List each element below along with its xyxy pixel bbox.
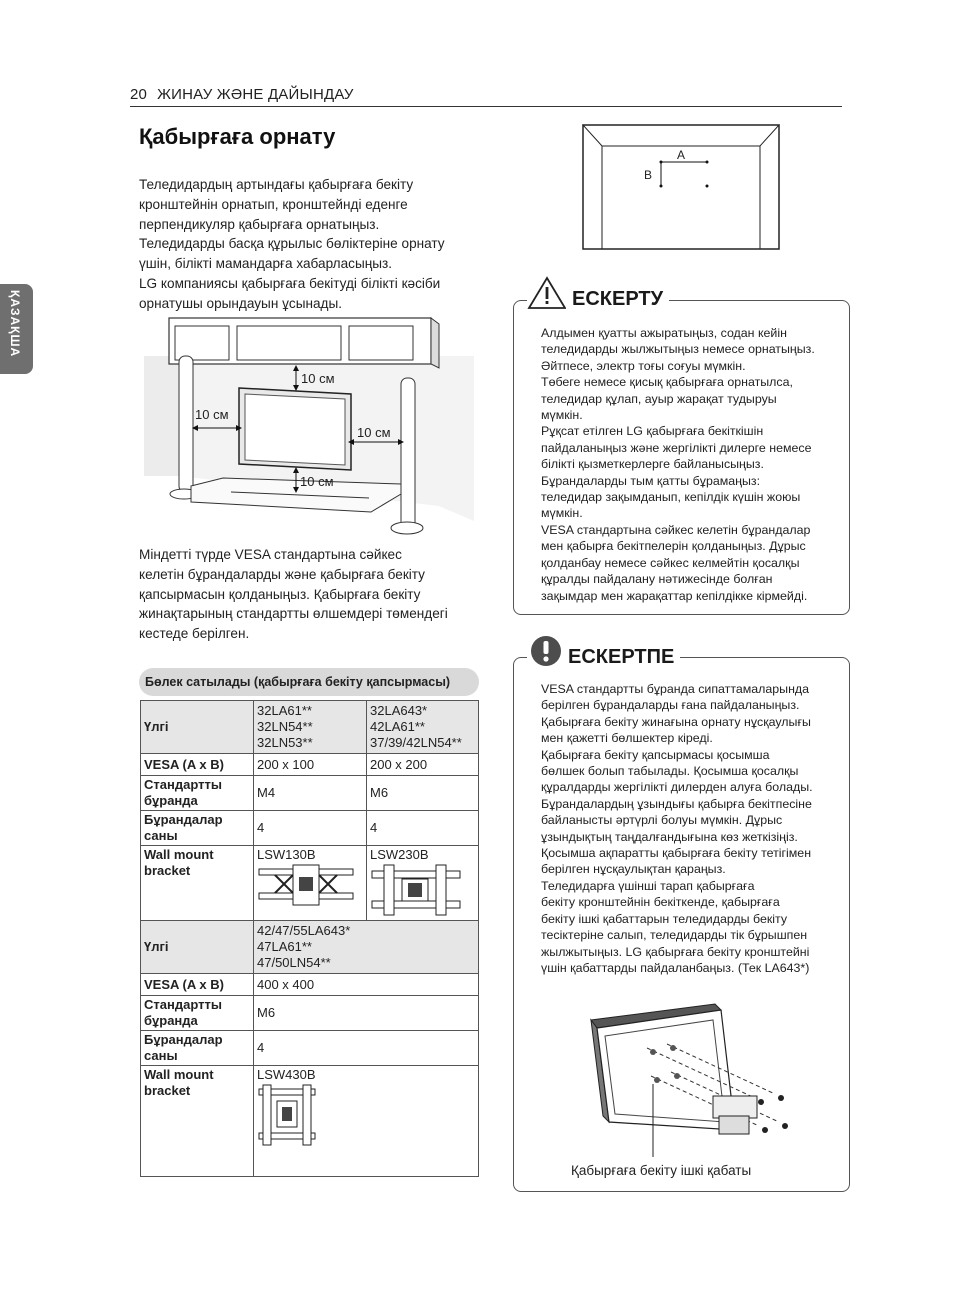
model-label: Үлгі bbox=[141, 921, 254, 974]
model-value: 47/50LN54** bbox=[257, 955, 331, 970]
text-line: мүмкін. bbox=[541, 506, 583, 521]
model-value: 37/39/42LN54** bbox=[370, 735, 462, 750]
note-exclamation-icon bbox=[527, 634, 565, 670]
label-line: Бұрандалар bbox=[144, 812, 223, 827]
right-clearance-label: 10 см bbox=[357, 425, 391, 440]
label-line: Стандартты bbox=[144, 997, 222, 1012]
dimension-a-label: A bbox=[677, 148, 686, 162]
table-row bbox=[141, 701, 479, 754]
text-line: бекіту ішкі қабаттарын теледидарды бекіту bbox=[541, 911, 788, 926]
text-line: берілген бұрандаларды ғана пайдаланыңыз. bbox=[541, 698, 800, 713]
model-cell bbox=[254, 921, 479, 974]
vesa-hole-diagram bbox=[582, 124, 780, 250]
text-line: берілген нұсқаулықтан қараңыз. bbox=[541, 862, 726, 877]
text-line: теледидарды жылжытыңыз немесе орнатыңыз. bbox=[541, 342, 815, 357]
spacer bbox=[670, 1045, 676, 1051]
bracket-model: LSW430B bbox=[257, 1067, 316, 1082]
text-line: Бұрандалардың ұзындығы қабырға бекітпесіне bbox=[541, 796, 812, 811]
label-line: Wall mount bbox=[144, 847, 214, 862]
bracket-label bbox=[141, 1066, 254, 1177]
text-line: жинақтарының стандартты өлшемдері төмендегі bbox=[139, 606, 448, 622]
text-line: Қабырғаға бекіту жинағына орнату нұсқаулығы bbox=[541, 714, 811, 729]
page-header bbox=[130, 86, 354, 103]
text-line: білікті қызметкерлерге байланысыңыз. bbox=[541, 457, 764, 472]
tv-screen bbox=[245, 394, 345, 465]
table-row bbox=[141, 921, 479, 974]
label-line: бұранда bbox=[144, 1013, 198, 1028]
text-line: қолданбау немесе сәйкес келмейтін қосалқы bbox=[541, 555, 800, 570]
lsw430b-bracket-image bbox=[257, 1083, 317, 1147]
screw-value: M4 bbox=[254, 776, 367, 811]
text-line: пайдаланыңыз және жергілікті дилерге немесе bbox=[541, 440, 812, 455]
table-row bbox=[141, 754, 479, 776]
label-line: bracket bbox=[144, 863, 191, 878]
text-line: тесіктеріне салып, теледидарды тік бұрышпен bbox=[541, 928, 808, 943]
label-line: Стандартты bbox=[144, 777, 222, 792]
text-line: Алдымен қуатты ажыратыңыз, содан кейін bbox=[541, 326, 787, 340]
spacer bbox=[674, 1073, 680, 1079]
text-line: құралды пайдалану нәтижесінде болған bbox=[541, 572, 773, 587]
wall-cabinet bbox=[169, 318, 431, 364]
table-caption: Бөлек сатылады (қабырғаға бекіту қапсырмасы) bbox=[139, 668, 479, 696]
spacer bbox=[654, 1077, 660, 1083]
text-line: Төбеге немесе қисық қабырғаға орнатылса, bbox=[541, 375, 793, 390]
left-clearance-label: 10 см bbox=[195, 407, 229, 422]
text-line: мен қабырға бекітпелерін қолданыңыз. Дұрыс bbox=[541, 539, 806, 554]
bottom-clearance-label: 10 см bbox=[300, 474, 334, 489]
text-line: мен қажетті бөлшектер кіреді. bbox=[541, 731, 713, 746]
page-title: Қабырғаға орнату bbox=[139, 124, 336, 149]
label-line: саны bbox=[144, 828, 178, 843]
tv-clearance-illustration bbox=[139, 316, 479, 544]
model-cell bbox=[367, 701, 479, 754]
spacer-install-illustration bbox=[585, 1002, 805, 1162]
bracket-model: LSW130B bbox=[257, 847, 316, 862]
vesa-value: 400 x 400 bbox=[254, 974, 479, 996]
note-heading: ЕСКЕРТПЕ bbox=[562, 646, 680, 669]
screw-count-value: 4 bbox=[254, 811, 367, 846]
vesa-label: VESA (A x B) bbox=[141, 974, 254, 996]
screw-count-value: 4 bbox=[254, 1031, 479, 1066]
text-line: үшін қабаттарды пайдаланбаңыз. (Тек LA643*) bbox=[541, 960, 810, 975]
text-line: Теледидарды басқа құрылыс бөліктеріне орнату bbox=[139, 236, 445, 252]
text-line: зақымдар мен жарақаттар кепілдікке кірмейді. bbox=[541, 588, 808, 603]
screw bbox=[762, 1127, 768, 1133]
lsw130b-bracket-image bbox=[257, 863, 355, 907]
vesa-value: 200 x 100 bbox=[254, 754, 367, 776]
wall-shade bbox=[144, 356, 179, 476]
text-line: Теледидарға үшінші тарап қабырғаға bbox=[541, 878, 755, 893]
page-number: 20 bbox=[130, 86, 148, 103]
model-cell bbox=[254, 701, 367, 754]
text-line: жылжытыңыз. LG қабырғаға бекіту кронштейні bbox=[541, 944, 810, 959]
bracket-cell bbox=[367, 846, 479, 923]
model-value: 42LA61** bbox=[370, 719, 425, 734]
text-line: Міндетті түрде VESA стандартына сәйкес bbox=[139, 547, 402, 562]
speaker-base bbox=[391, 522, 423, 534]
text-line: Бұрандаларды тым қатты бұрамаңыз: bbox=[541, 473, 761, 488]
cabinet-side bbox=[431, 318, 439, 368]
text-line: VESA стандартты бұранда сипаттамаларында bbox=[541, 682, 810, 696]
wall-bracket bbox=[713, 1096, 757, 1118]
model-label: Үлгі bbox=[141, 701, 254, 754]
label-line: Бұрандалар bbox=[144, 1032, 223, 1047]
mount-hole bbox=[706, 185, 709, 188]
table-row bbox=[141, 811, 479, 846]
screw-count-label bbox=[141, 811, 254, 846]
spacer bbox=[650, 1049, 656, 1055]
vesa-value: 200 x 200 bbox=[367, 754, 479, 776]
top-clearance-label: 10 см bbox=[301, 371, 335, 386]
table-row bbox=[141, 1031, 479, 1066]
bracket-spec-table-1 bbox=[140, 700, 479, 923]
table-row bbox=[141, 996, 479, 1031]
wall-bracket bbox=[719, 1116, 749, 1134]
vesa-label: VESA (A x B) bbox=[141, 754, 254, 776]
section-title: ЖИНАУ ЖӘНЕ ДАЙЫНДАУ bbox=[157, 86, 354, 103]
text-line: LG компаниясы қабырғаға бекітуді білікті кәсіби bbox=[139, 275, 441, 291]
model-value: 32LN54** bbox=[257, 719, 313, 734]
intro-paragraph bbox=[139, 175, 489, 314]
text-line: қапсырмасын қолданыңыз. Қабырғаға бекіту bbox=[139, 586, 421, 602]
label-line: Wall mount bbox=[144, 1067, 214, 1082]
table-row bbox=[141, 1066, 479, 1177]
right-speaker bbox=[401, 378, 415, 528]
bracket-cell bbox=[254, 1066, 479, 1177]
warning-text bbox=[541, 325, 841, 604]
left-speaker bbox=[179, 356, 193, 492]
screw-count-value: 4 bbox=[367, 811, 479, 846]
text-line: кронштейнін орнатып, кронштейнді еденге bbox=[139, 196, 408, 212]
table-row bbox=[141, 846, 479, 923]
label-line: бұранда bbox=[144, 793, 198, 808]
text-line: перпендикуляр қабырғаға орнатыңыз. bbox=[139, 216, 380, 232]
table-row bbox=[141, 974, 479, 996]
screw bbox=[758, 1099, 764, 1105]
text-line: теледидар құлап, ауыр жарақат тудыруы bbox=[541, 391, 777, 406]
screw bbox=[782, 1123, 788, 1129]
language-side-tab bbox=[0, 284, 33, 374]
bracket-label bbox=[141, 846, 254, 923]
tv-back-outline bbox=[583, 125, 779, 249]
text-line: үшін, білікті мамандарға хабарласыңыз. bbox=[139, 256, 393, 272]
lsw230b-bracket-image bbox=[370, 863, 468, 917]
label-line: саны bbox=[144, 1048, 178, 1063]
bracket-spec-table-2 bbox=[140, 920, 479, 1177]
screw-count-label bbox=[141, 1031, 254, 1066]
spacer-caption: Қабырғаға бекіту ішкі қабаты bbox=[571, 1163, 752, 1178]
text-line: орнатушы орындауын ұсынады. bbox=[139, 295, 343, 311]
note-text bbox=[541, 681, 841, 976]
text-line: кестеде берілген. bbox=[139, 626, 250, 642]
text-line: мүмкін. bbox=[541, 408, 583, 423]
model-value: 42/47/55LA643* bbox=[257, 923, 351, 938]
table-row bbox=[141, 776, 479, 811]
label-line: bracket bbox=[144, 1083, 191, 1098]
text-line: Қабырғаға бекіту қапсырмасы қосымша bbox=[541, 747, 770, 762]
text-line: VESA стандартына сәйкес келетін бұрандалар bbox=[541, 522, 811, 537]
model-value: 32LA61** bbox=[257, 703, 312, 718]
text-line: ұзындықтың таңдалғандығына көз жеткізіңіз. bbox=[541, 829, 798, 844]
text-line: байланысты әртүрлі болуы мүмкін. Дұрыс bbox=[541, 813, 783, 828]
header-rule bbox=[130, 106, 842, 107]
screw-label bbox=[141, 996, 254, 1031]
model-value: 32LN53** bbox=[257, 735, 313, 750]
model-value: 32LA643* bbox=[370, 703, 428, 718]
text-line: Қосымша ақпаратты қабырғаға бекіту тетігімен bbox=[541, 846, 812, 861]
bracket-cell bbox=[254, 846, 367, 923]
screw-value: M6 bbox=[254, 996, 479, 1031]
vesa-paragraph bbox=[139, 545, 489, 644]
screw-label bbox=[141, 776, 254, 811]
text-line: теледидар зақымданып, кепілдік күшін жоюы bbox=[541, 490, 801, 505]
warning-triangle-icon bbox=[527, 276, 567, 310]
dimension-b-label: B bbox=[644, 168, 653, 182]
screw-value: M6 bbox=[367, 776, 479, 811]
text-line: Теледидардың артындағы қабырғаға бекіту bbox=[139, 177, 414, 192]
warning-heading: ЕСКЕРТУ bbox=[566, 288, 669, 311]
text-line: құралдарды жергілікті дилерден алуға болады. bbox=[541, 780, 813, 795]
text-line: бөлшек болып табылады. Қосымша қосалқы bbox=[541, 764, 799, 779]
language-label: ҚАЗАҚША bbox=[8, 290, 22, 358]
model-value: 47LA61** bbox=[257, 939, 312, 954]
text-line: Әйтпесе, электр тоғы соғуы мүмкін. bbox=[541, 358, 746, 373]
screw bbox=[778, 1095, 784, 1101]
text-line: Рұқсат етілген LG қабырғаға бекіткішін bbox=[541, 424, 764, 439]
text-line: бекіту кронштейнін бекіткенде, қабырғаға bbox=[541, 895, 780, 910]
text-line: келетін бұрандаларды және қабырғаға бекіту bbox=[139, 566, 425, 582]
bracket-model: LSW230B bbox=[370, 847, 429, 862]
